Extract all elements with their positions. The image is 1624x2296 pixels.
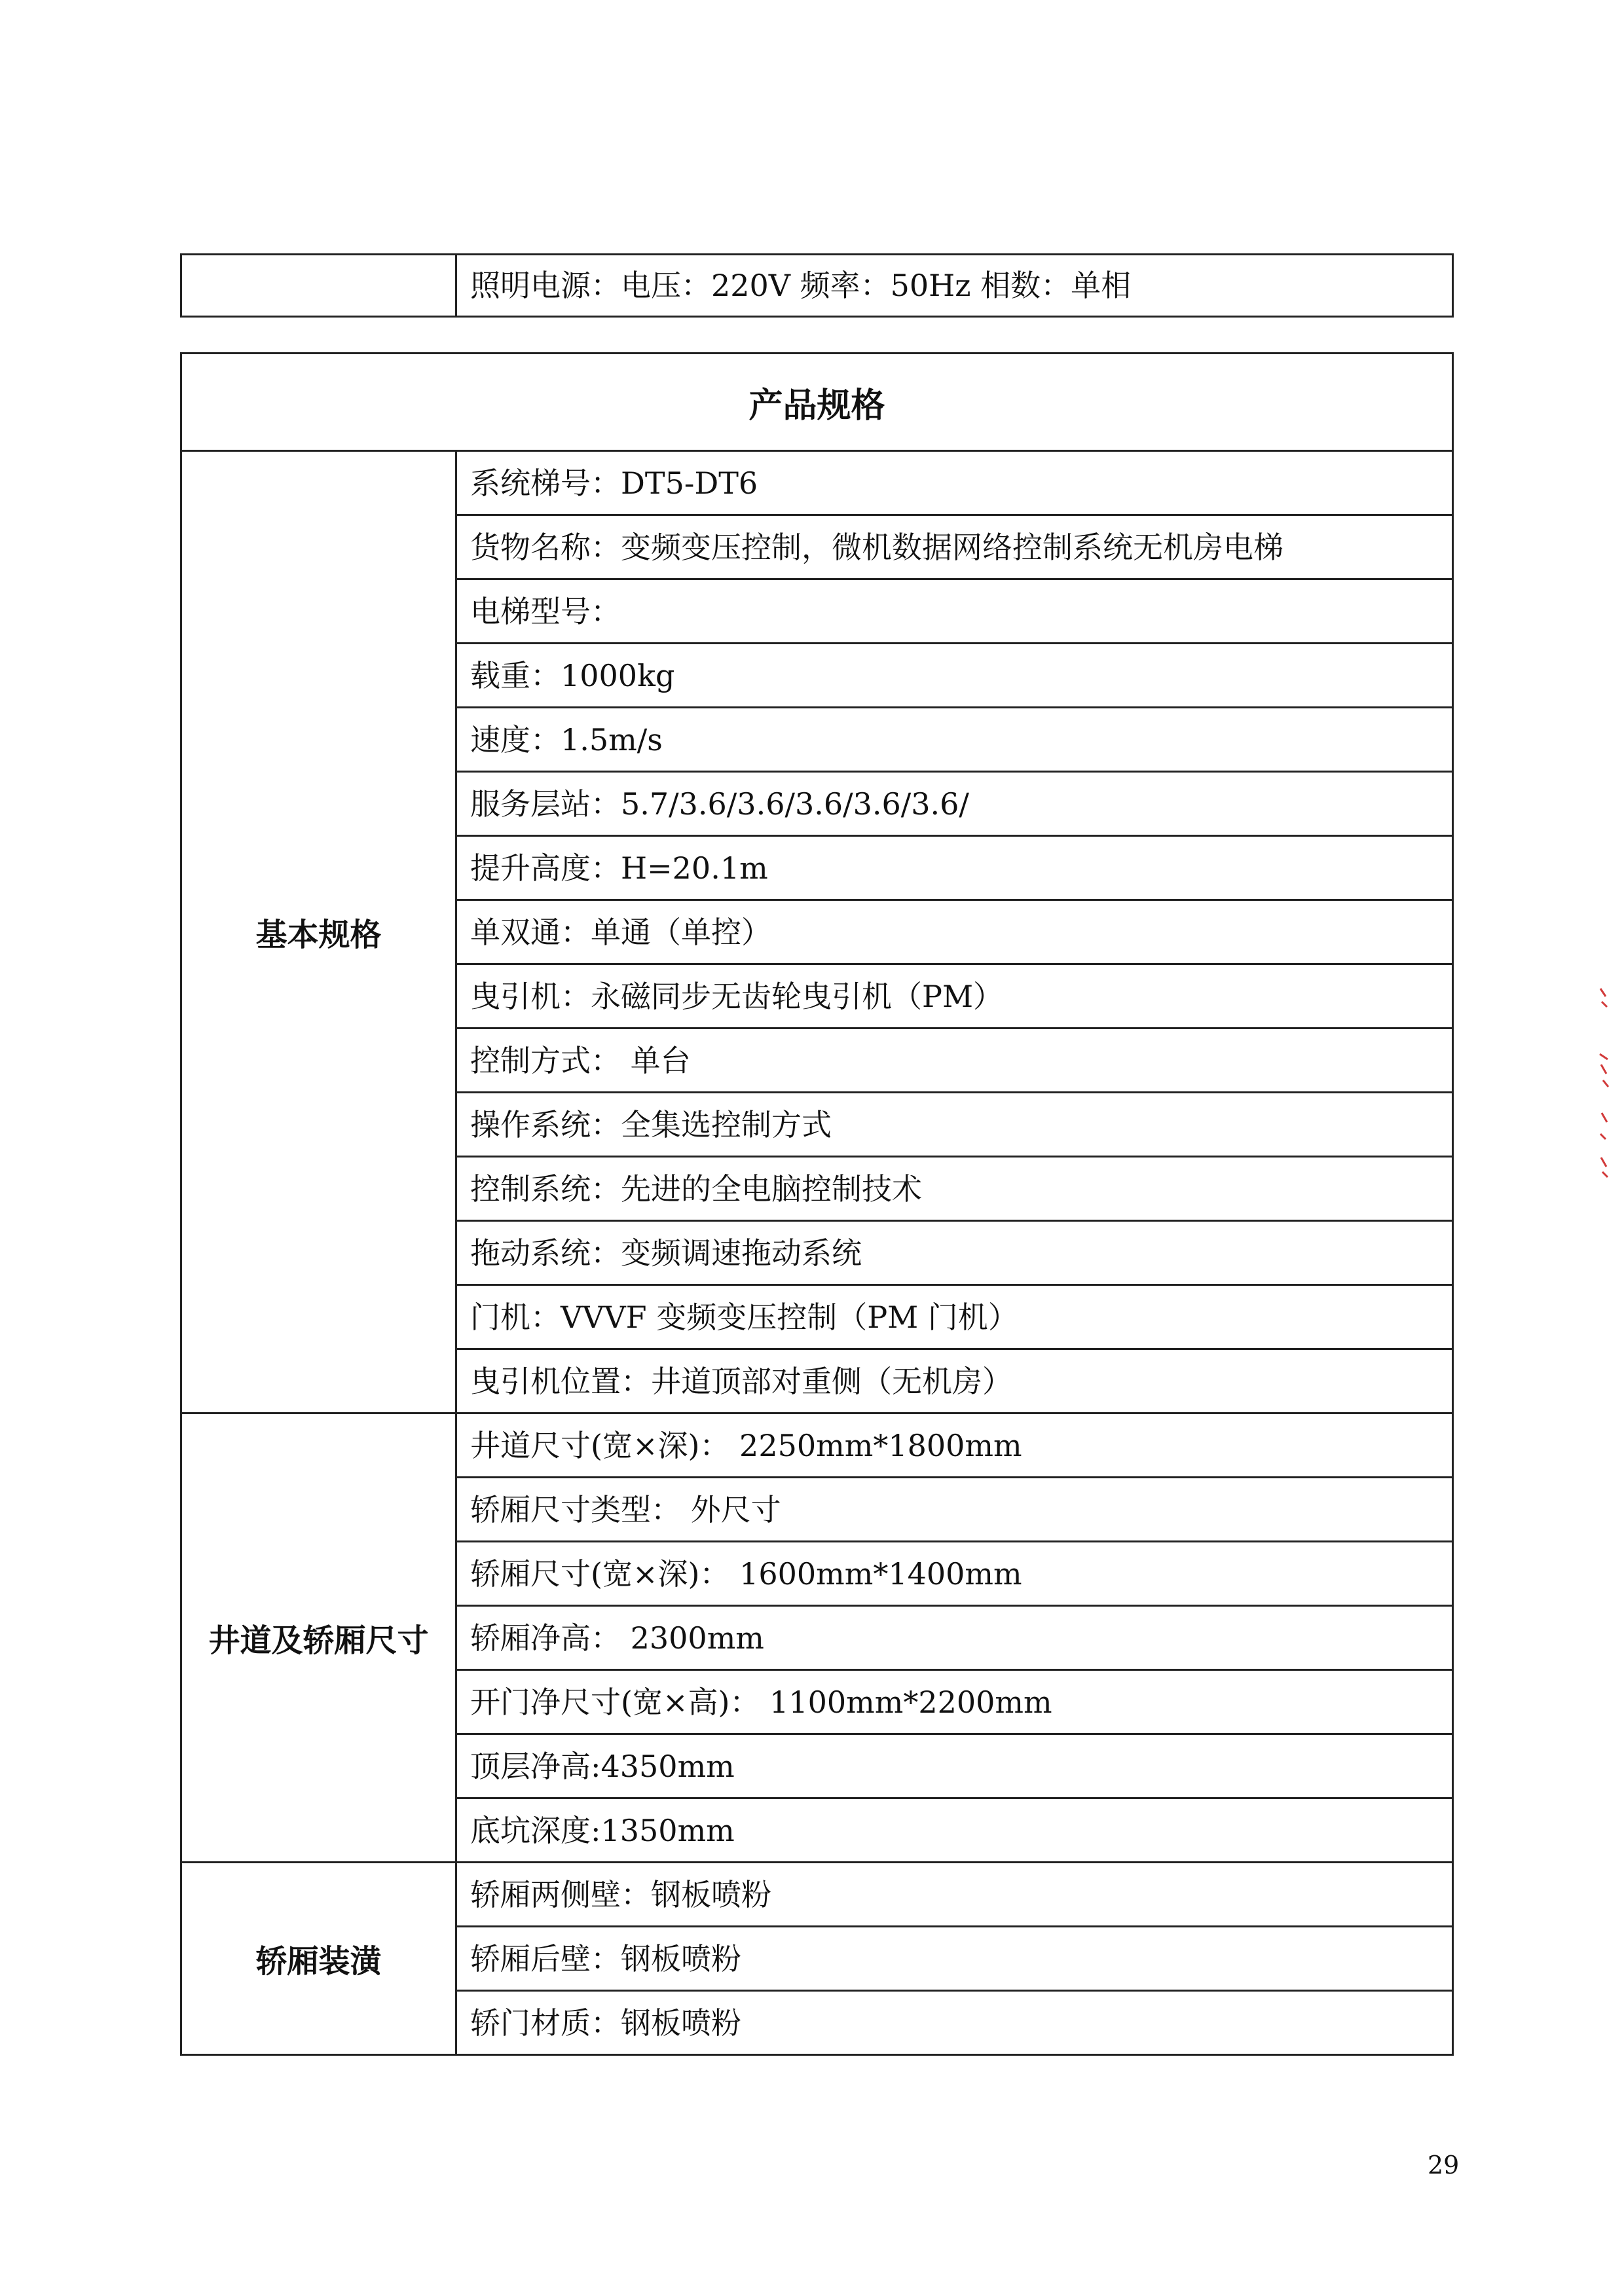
lighting-power-table (180, 253, 1454, 318)
page-number: 29 (1428, 2151, 1460, 2179)
table-cell (456, 1670, 1453, 1734)
empty-category-cell (181, 255, 456, 317)
table-cell (456, 1285, 1453, 1349)
spec-value: 井道尺寸(宽×深)： 2250mm*1800mm (470, 1427, 1022, 1463)
spec-value: 控制系统：先进的全电脑控制技术 (470, 1171, 922, 1207)
spec-value: 底坑深度:1350mm (470, 1812, 735, 1848)
table-cell (456, 1734, 1453, 1798)
table-cell (456, 1157, 1453, 1221)
spec-value: 服务层站：5.7/3.6/3.6/3.6/3.6/3.6/ (470, 786, 969, 822)
table-cell (456, 255, 1453, 317)
category-car-decoration: 轿厢装潢 (181, 1863, 456, 2055)
spec-value: 操作系统：全集选控制方式 (470, 1106, 832, 1142)
spec-value: 轿厢尺寸(宽×深)： 1600mm*1400mm (470, 1556, 1022, 1592)
table-cell (456, 1029, 1453, 1093)
table-cell (456, 708, 1453, 772)
table-row (181, 451, 1453, 515)
table-cell (456, 1478, 1453, 1542)
category-basic-spec: 基本规格 (181, 451, 456, 1413)
spec-value: 轿厢净高： 2300mm (470, 1620, 764, 1656)
table-cell (456, 1093, 1453, 1157)
spec-table-title: 产品规格 (181, 354, 1453, 451)
table-row (181, 255, 1453, 317)
title-row (181, 354, 1453, 451)
table-cell (456, 1606, 1453, 1670)
seal-mark (1600, 989, 1607, 1007)
seal-mark (1600, 1054, 1608, 1087)
spec-value: 载重：1000kg (470, 657, 675, 693)
table-cell (456, 1542, 1453, 1606)
table-row (181, 1863, 1453, 1927)
table-cell (456, 579, 1453, 644)
table-cell (456, 1863, 1453, 1927)
table-cell (456, 1991, 1453, 2055)
spec-value: 系统梯号：DT5-DT6 (470, 465, 758, 501)
spec-value: 单双通：单通（单控） (470, 914, 771, 950)
spec-value: 曳引机：永磁同步无齿轮曳引机（PM） (470, 978, 1004, 1014)
product-spec-table (180, 352, 1454, 2056)
seal-mark (1600, 1113, 1607, 1139)
table-cell (456, 964, 1453, 1029)
spec-value: 开门净尺寸(宽×高)： 1100mm*2200mm (470, 1684, 1052, 1720)
spec-value: 电梯型号： (470, 593, 621, 629)
spec-value: 曳引机位置：井道顶部对重侧（无机房） (470, 1363, 1012, 1399)
spec-value: 轿厢后壁：钢板喷粉 (470, 1941, 741, 1977)
spec-value: 货物名称：变频变压控制，微机数据网络控制系统无机房电梯 (470, 529, 1283, 565)
table-cell (456, 900, 1453, 964)
spec-value: 轿厢两侧壁：钢板喷粉 (470, 1876, 771, 1912)
spec-value: 速度：1.5m/s (470, 721, 663, 757)
spec-value: 轿门材质：钢板喷粉 (470, 2005, 741, 2041)
table-row (181, 1413, 1453, 1478)
table-cell (456, 451, 1453, 515)
table-cell (456, 1221, 1453, 1285)
table-cell (456, 1349, 1453, 1413)
spec-value: 顶层净高:4350mm (470, 1748, 735, 1784)
spec-value: 提升高度：H=20.1m (470, 850, 768, 886)
spec-value: 轿厢尺寸类型： 外尺寸 (470, 1491, 781, 1527)
lighting-power-text: 照明电源：电压：220V 频率：50Hz 相数：单相 (470, 268, 1132, 303)
table-cell (456, 644, 1453, 708)
spec-value: 门机：VVVF 变频变压控制（PM 门机） (470, 1299, 1018, 1335)
table-cell (456, 1413, 1453, 1478)
spec-value: 拖动系统：变频调速拖动系统 (470, 1235, 862, 1271)
table-cell (456, 772, 1453, 836)
category-shaft-car-size: 井道及轿厢尺寸 (181, 1413, 456, 1863)
table-cell (456, 1927, 1453, 1991)
seal-edge-marks (1598, 982, 1611, 1178)
table-cell (456, 515, 1453, 579)
table-cell (456, 1798, 1453, 1863)
spec-value: 控制方式： 单台 (470, 1042, 691, 1078)
table-cell (456, 836, 1453, 900)
seal-mark (1601, 1157, 1608, 1177)
